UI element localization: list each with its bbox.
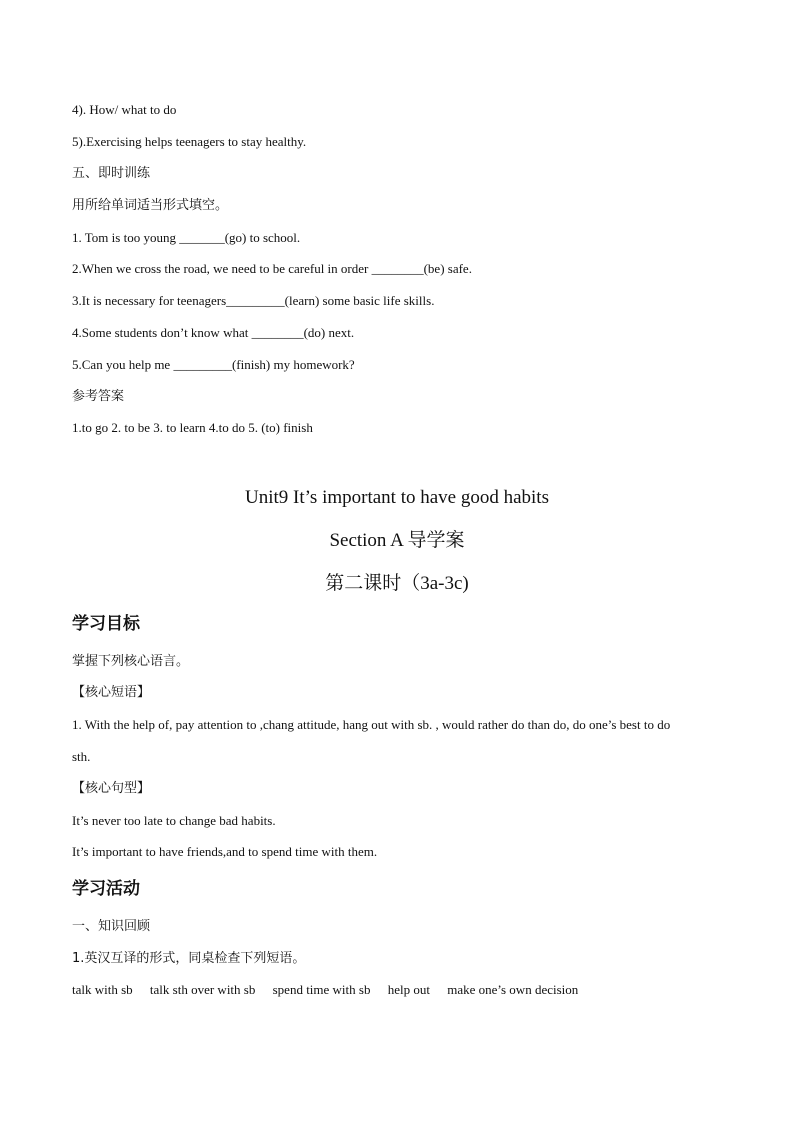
phrase-list xyxy=(72,981,592,999)
section-heading: 五、即时训练 xyxy=(72,166,151,181)
exercise-question: 1. Tom is too young _______(go) to school. xyxy=(72,230,301,245)
phrase-item: talk with sb xyxy=(72,982,133,997)
task-instruction: 1.英汉互译的形式，同桌检查下列短语。 xyxy=(72,951,306,966)
core-phrase-label: 【核心短语】 xyxy=(72,685,151,700)
goals-heading: 学习目标 xyxy=(72,614,140,634)
phrase-item: spend time with sb xyxy=(272,982,371,997)
phrase-item: make one’s own decision xyxy=(447,982,579,997)
core-sentence: It’s never too late to change bad habits. xyxy=(72,813,276,828)
unit-title: Unit9 It’s important to have good habits xyxy=(245,487,549,508)
phrase-item: talk sth over with sb xyxy=(149,982,256,997)
core-phrases: 1. With the help of, pay attention to ,chang attitude, hang out with sb. , would rather do than do, do one’s best to do xyxy=(72,717,671,732)
goals-intro: 掌握下列核心语言。 xyxy=(72,654,190,669)
activities-heading: 学习活动 xyxy=(72,879,140,899)
lesson-title: 第二课时（3a-3c) xyxy=(325,573,469,594)
section-title: Section A 导学案 xyxy=(329,530,465,551)
exercise-question: 2.When we cross the road, we need to be careful in order ________(be) safe. xyxy=(72,261,472,276)
core-phrases-cont: sth. xyxy=(72,749,91,764)
exercise-question: 4.Some students don’t know what ________(do) next. xyxy=(72,325,355,340)
core-sentence-label: 【核心句型】 xyxy=(72,781,151,796)
phrase-item: help out xyxy=(387,982,430,997)
core-sentence: It’s important to have friends,and to spend time with them. xyxy=(72,844,378,859)
exercise-question: 3.It is necessary for teenagers_________(learn) some basic life skills. xyxy=(72,293,435,308)
review-heading: 一、知识回顾 xyxy=(72,919,151,934)
instruction-text: 用所给单词适当形式填空。 xyxy=(72,198,229,213)
text-line: 4). How/ what to do xyxy=(72,102,177,117)
answer-label: 参考答案 xyxy=(72,389,125,404)
exercise-question: 5.Can you help me _________(finish) my homework? xyxy=(72,357,355,372)
text-line: 5).Exercising helps teenagers to stay healthy. xyxy=(72,134,307,149)
answer-key: 1.to go 2. to be 3. to learn 4.to do 5. (to) finish xyxy=(72,420,313,435)
